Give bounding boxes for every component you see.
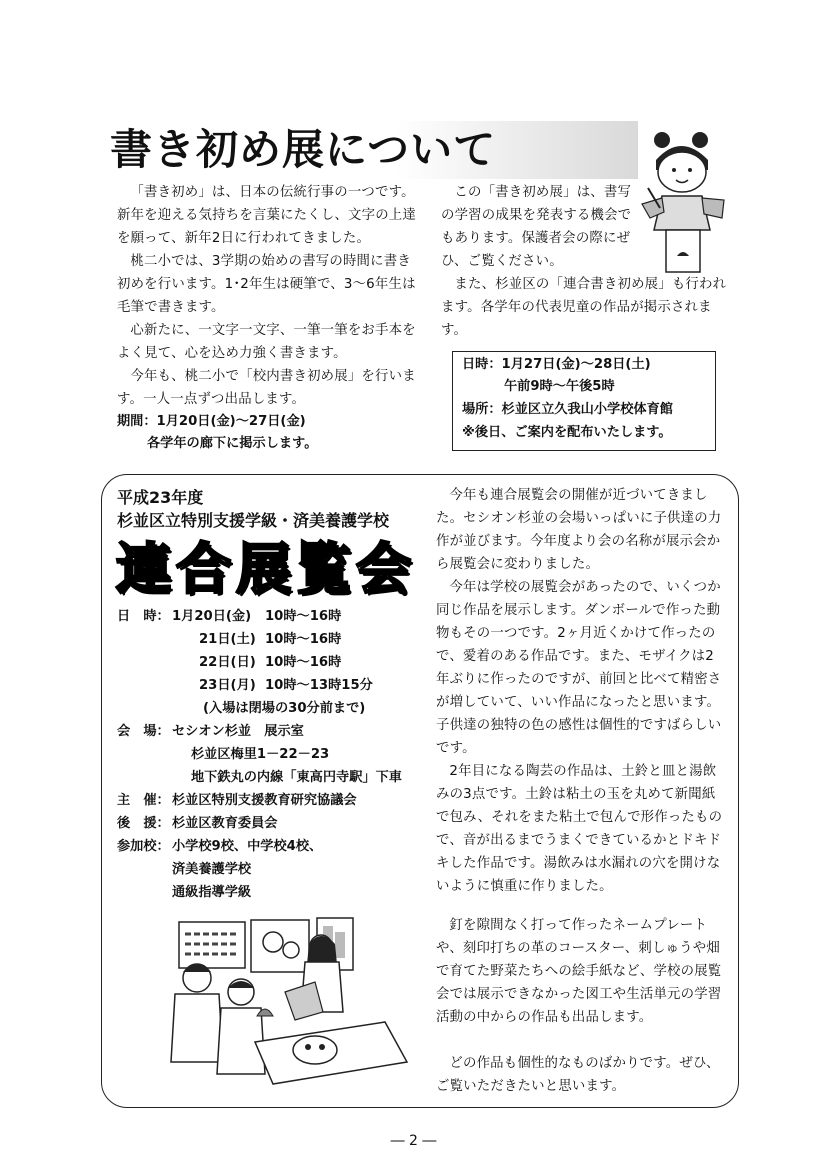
intro-paragraph: 今年も、桃二小で「校内書き初め展」を行います。一人一点ずつ出品します。	[117, 369, 416, 407]
host-value: 杉並区特別支援教育研究協議会	[172, 793, 357, 808]
girl-calligraphy-illustration	[640, 126, 730, 276]
participants-line: 通級指導学級	[172, 885, 252, 900]
exhibit-title: 連合展覧会	[116, 537, 417, 601]
venue-line: 杉並区梅里1－22－23	[191, 747, 330, 762]
schedule-time: 10時～16時	[265, 609, 342, 624]
schedule-date: 23日(月)	[199, 678, 256, 693]
period-label: 期間：1月20日(金)～27日(金)	[117, 414, 306, 429]
notice-place: 場所：杉並区立久我山小学校体育館	[462, 402, 673, 417]
intro-paragraph: 心新たに、一文字一文字、一筆一筆をお手本をよく見て、心を込め力強く書きます。	[117, 323, 416, 361]
intro-paragraph: 桃二小では、3学期の始めの書写の時間に書き初めを行います。1･2年生は硬筆で、3～6年生は毛筆で書きます。	[117, 254, 416, 315]
venue-line: セシオン杉並 展示室	[172, 724, 304, 739]
right-paragraph: この「書き初め展」は、書写の学習の成果を発表する機会でもあります。保護者会の際にぜひ、ご覧ください。	[441, 185, 632, 269]
participants-label: 参加校：	[117, 839, 170, 854]
schedule-date: 1月20日(金)	[172, 609, 252, 624]
participants-line: 小学校9校、中学校4校、	[172, 839, 323, 854]
notice-date: 日時：1月27日(金)～28日(土)	[462, 357, 651, 372]
schedule-label: 日 時：	[117, 609, 170, 624]
exhibition-illustration	[145, 912, 413, 1087]
exhibit-paragraph: 釘を隙間なく打って作ったネームプレートや、刻印打ちの革のコースター、刺しゅうや畑で育てた野菜たちへの絵手紙など、学校の展覧会では展示できなかった図工や生活単元の学習活動の中からの作品も出品します。	[436, 918, 722, 1025]
venue-label: 会 場：	[117, 724, 170, 739]
right-paragraph: また、杉並区の「連合書き初め展」も行われます。各学年の代表児童の作品が掲示されます。	[441, 277, 727, 338]
schedule-time: 10時～13時15分	[265, 678, 373, 693]
page-number: ― 2 ―	[390, 1133, 437, 1149]
schedule-date: 21日(土)	[199, 632, 256, 647]
schedule-date: 22日(日)	[199, 655, 256, 670]
intro-paragraph: 「書き初め」は、日本の伝統行事の一つです。新年を迎える気持ちを言葉にたくし、文字の上達を願って、新年2日に行われてきました。	[117, 185, 416, 246]
notice-note: ※後日、ご案内を配布いたします。	[462, 425, 672, 440]
exhibit-subtitle: 杉並区立特別支援学級・済美養護学校	[117, 511, 390, 530]
support-value: 杉並区教育委員会	[172, 816, 278, 831]
notice-time: 午前9時～午後5時	[504, 379, 615, 394]
exhibit-paragraph: 今年は学校の展覧会があったので、いくつか同じ作品を展示します。ダンボールで作った動物もその一つです。2ヶ月近くかけて作ったので、愛着のある作品です。また、モザイクは2年ぶりに作ったのですが、前回と比べて精密さが増していて、いい作品になったと思います。子供達の独特の色の感性は個性的ですばらしいです。	[436, 580, 722, 756]
exhibit-year: 平成23年度	[117, 488, 204, 507]
host-label: 主 催：	[117, 793, 170, 808]
period-note: 各学年の廊下に掲示します。	[147, 436, 318, 451]
schedule-time: 10時～16時	[265, 632, 342, 647]
support-label: 後 援：	[117, 816, 170, 831]
exhibit-paragraph: 今年も連合展覧会の開催が近づいてきました。セシオン杉並の会場いっぱいに子供達の力作が並びます。今年度より会の名称が展示会から展覧会に変わりました。	[436, 488, 722, 572]
schedule-note: (入場は閉場の30分前まで)	[203, 701, 366, 716]
schedule-time: 10時～16時	[265, 655, 342, 670]
venue-line: 地下鉄丸の内線「東高円寺駅」下車	[191, 770, 402, 785]
page-title: 書き初め展について	[110, 125, 497, 174]
exhibit-paragraph: どの作品も個性的なものばかりです。ぜひ、ご覧いただきたいと思います。	[436, 1056, 720, 1094]
exhibit-paragraph: 2年目になる陶芸の作品は、土鈴と皿と湯飲みの3点です。土鈴は粘土の玉を丸めて新聞紙で包み、それをまた粘土で包んで形作ったもので、音が出るまでうまくできているかとドキドキした作品です。湯飲みは水漏れの穴を開けないように慎重に作りました。	[436, 764, 723, 894]
participants-line: 済美養護学校	[172, 862, 252, 877]
